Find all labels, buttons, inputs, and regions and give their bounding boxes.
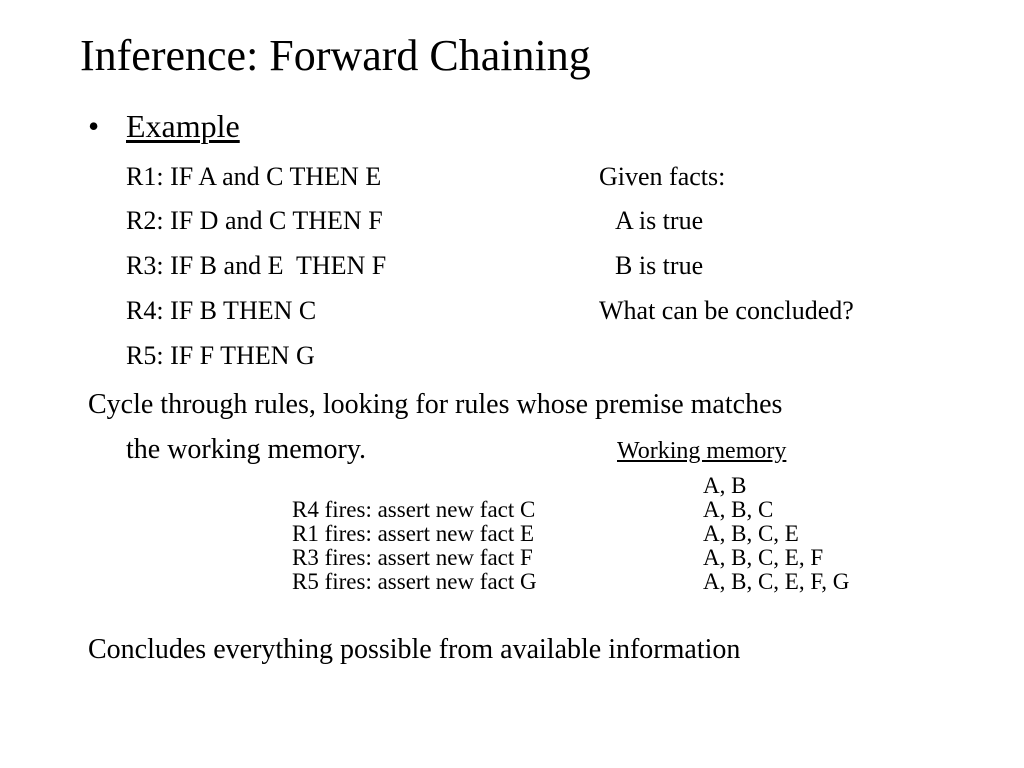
memory-state: A, B, C, E: [703, 521, 799, 546]
rule-item: R5: IF F THEN G: [126, 341, 315, 370]
memory-state: A, B, C: [703, 497, 774, 522]
fact-item: B is true: [615, 251, 704, 280]
fire-event: R4 fires: assert new fact C: [292, 497, 536, 522]
memory-state: A, B, C, E, F: [703, 545, 824, 570]
rule-item: R3: IF B and E THEN F: [126, 251, 387, 280]
fire-event: R1 fires: assert new fact E: [292, 521, 535, 546]
slide-title: Inference: Forward Chaining: [80, 31, 591, 80]
question-text: What can be concluded?: [599, 296, 854, 325]
rule-item: R1: IF A and C THEN E: [126, 162, 382, 191]
given-facts-heading: Given facts:: [599, 162, 726, 191]
rule-item: R4: IF B THEN C: [126, 296, 317, 325]
fact-item: A is true: [615, 206, 704, 235]
working-memory-heading: Working memory: [617, 438, 787, 464]
fire-event: R3 fires: assert new fact F: [292, 545, 533, 570]
memory-state: A, B, C, E, F, G: [703, 569, 850, 594]
cycle-text-line-2: the working memory.: [126, 434, 367, 465]
conclusion-text: Concludes everything possible from available information: [88, 634, 741, 665]
fire-event: R5 fires: assert new fact G: [292, 569, 537, 594]
example-heading: Example: [126, 108, 240, 144]
bullet-icon: •: [88, 108, 100, 144]
rule-item: R2: IF D and C THEN F: [126, 206, 383, 235]
memory-initial: A, B: [703, 473, 747, 498]
cycle-text-line-1: Cycle through rules, looking for rules whose premise matches: [88, 389, 783, 420]
